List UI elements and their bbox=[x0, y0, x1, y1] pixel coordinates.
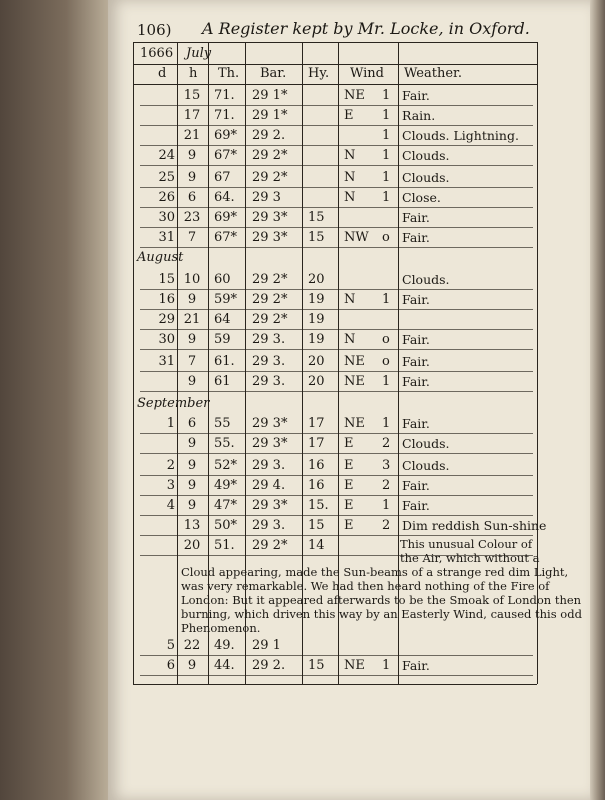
note-right-line-1: This unusual Colour of bbox=[400, 537, 533, 551]
row-5-wind-strength: 1 bbox=[382, 190, 391, 205]
row-17-barometer: 29 4. bbox=[252, 478, 286, 493]
row-16-hour: 9 bbox=[187, 458, 197, 473]
row-9-underline bbox=[140, 309, 533, 310]
page-title: A Register kept by Mr. Locke, in Oxford. bbox=[202, 19, 530, 38]
row-19-wind-strength: 2 bbox=[382, 518, 391, 533]
header-bottom-rule bbox=[133, 84, 537, 85]
year-label: 1666 bbox=[140, 46, 174, 61]
row-11-underline bbox=[140, 349, 533, 350]
row-18-wind-direction: E bbox=[344, 498, 354, 513]
row-21-thermometer: 49. bbox=[214, 638, 235, 653]
row-17-thermometer: 49* bbox=[214, 478, 238, 493]
row-12-hygroscope: 20 bbox=[308, 354, 325, 369]
col-header-h: h bbox=[189, 66, 198, 81]
row-20-hygroscope: 14 bbox=[308, 538, 325, 553]
row-20-thermometer: 51. bbox=[214, 538, 235, 553]
row-1-weather: Rain. bbox=[402, 108, 436, 123]
row-6-thermometer: 69* bbox=[214, 210, 238, 225]
row-14-barometer: 29 3* bbox=[252, 416, 288, 431]
row-7-underline bbox=[140, 247, 533, 248]
row-0-thermometer: 71. bbox=[214, 88, 235, 103]
row-18-hour: 9 bbox=[187, 498, 197, 513]
row-2-barometer: 29 2. bbox=[252, 128, 286, 143]
row-21-barometer: 29 1 bbox=[252, 638, 281, 653]
row-19-thermometer: 50* bbox=[214, 518, 238, 533]
row-8-hygroscope: 20 bbox=[308, 272, 325, 287]
row-13-wind-direction: NE bbox=[344, 374, 365, 389]
row-3-wind-strength: 1 bbox=[382, 148, 391, 163]
row-11-hygroscope: 19 bbox=[308, 332, 325, 347]
row-6-barometer: 29 3* bbox=[252, 210, 288, 225]
row-8-day: 15 bbox=[158, 272, 175, 287]
row-4-barometer: 29 2* bbox=[252, 170, 288, 185]
row-17-wind-strength: 2 bbox=[382, 478, 391, 493]
col-header-weather: Weather. bbox=[404, 66, 462, 81]
row-7-hygroscope: 15 bbox=[308, 230, 325, 245]
row-5-thermometer: 64. bbox=[214, 190, 235, 205]
note-line-1: Cloud appearing, made the Sun-beams of a strange red dim Light, bbox=[181, 565, 569, 579]
row-3-barometer: 29 2* bbox=[252, 148, 288, 163]
row-3-hour: 9 bbox=[187, 148, 197, 163]
row-9-thermometer: 59* bbox=[214, 292, 238, 307]
row-13-hygroscope: 20 bbox=[308, 374, 325, 389]
row-12-hour: 7 bbox=[187, 354, 197, 369]
note-line-4: burning, which driven this way by an Easterly Wind, caused this odd bbox=[181, 607, 582, 621]
row-0-wind-strength: 1 bbox=[382, 88, 391, 103]
month-july: July bbox=[186, 46, 212, 61]
row-16-weather: Clouds. bbox=[402, 458, 450, 473]
row-14-wind-strength: 1 bbox=[382, 416, 391, 431]
row-22-barometer: 29 2. bbox=[252, 658, 286, 673]
row-15-hygroscope: 17 bbox=[308, 436, 325, 451]
row-9-hour: 9 bbox=[187, 292, 197, 307]
row-13-barometer: 29 3. bbox=[252, 374, 286, 389]
row-13-weather: Fair. bbox=[402, 374, 430, 389]
row-7-barometer: 29 3* bbox=[252, 230, 288, 245]
row-22-day: 6 bbox=[166, 658, 175, 673]
row-5-hour: 6 bbox=[187, 190, 197, 205]
row-19-wind-direction: E bbox=[344, 518, 354, 533]
row-15-hour: 9 bbox=[187, 436, 197, 451]
row-7-wind-strength: o bbox=[382, 230, 390, 245]
row-5-weather: Close. bbox=[402, 190, 441, 205]
row-9-weather: Fair. bbox=[402, 292, 430, 307]
row-5-wind-direction: N bbox=[344, 190, 356, 205]
row-1-barometer: 29 1* bbox=[252, 108, 288, 123]
row-9-wind-strength: 1 bbox=[382, 292, 391, 307]
table-bottom-rule bbox=[133, 684, 537, 685]
row-22-hour: 9 bbox=[187, 658, 197, 673]
row-1-underline bbox=[140, 125, 533, 126]
row-19-weather: Dim reddish Sun-shine bbox=[402, 518, 547, 533]
row-16-barometer: 29 3. bbox=[252, 458, 286, 473]
row-10-barometer: 29 2* bbox=[252, 312, 288, 327]
row-4-day: 25 bbox=[158, 170, 175, 185]
row-11-day: 30 bbox=[158, 332, 175, 347]
row-1-hour: 17 bbox=[183, 108, 201, 123]
row-15-wind-direction: E bbox=[344, 436, 354, 451]
row-13-wind-strength: 1 bbox=[382, 374, 391, 389]
row-17-underline bbox=[140, 495, 533, 496]
table-top-rule bbox=[133, 42, 537, 43]
row-2-wind-strength: 1 bbox=[382, 128, 391, 143]
col-left-border bbox=[133, 42, 134, 684]
row-15-wind-strength: 2 bbox=[382, 436, 391, 451]
row-1-wind-direction: E bbox=[344, 108, 354, 123]
col-header-hy: Hy. bbox=[308, 66, 330, 81]
row-8-barometer: 29 2* bbox=[252, 272, 288, 287]
row-0-underline bbox=[140, 105, 533, 106]
row-4-wind-direction: N bbox=[344, 170, 356, 185]
row-16-hygroscope: 16 bbox=[308, 458, 325, 473]
row-12-underline bbox=[140, 371, 533, 372]
row-18-wind-strength: 1 bbox=[382, 498, 391, 513]
row-2-underline bbox=[140, 145, 533, 146]
row-11-barometer: 29 3. bbox=[252, 332, 286, 347]
row-7-hour: 7 bbox=[187, 230, 197, 245]
row-5-day: 26 bbox=[158, 190, 175, 205]
row-3-underline bbox=[140, 165, 533, 166]
row-9-barometer: 29 2* bbox=[252, 292, 288, 307]
row-11-thermometer: 59 bbox=[214, 332, 231, 347]
row-4-underline bbox=[140, 187, 533, 188]
row-21-day: 5 bbox=[166, 638, 175, 653]
month-september: September bbox=[137, 396, 210, 411]
row-17-hygroscope: 16 bbox=[308, 478, 325, 493]
row-12-barometer: 29 3. bbox=[252, 354, 286, 369]
row-17-weather: Fair. bbox=[402, 478, 430, 493]
page-number: 106) bbox=[137, 21, 172, 39]
row-5-barometer: 29 3 bbox=[252, 190, 281, 205]
note-line-5: Phenomenon. bbox=[181, 621, 261, 635]
note-line-2: was very remarkable. We had then heard nothing of the Fire of bbox=[181, 579, 550, 593]
row-15-weather: Clouds. bbox=[402, 436, 450, 451]
col-header-th: Th. bbox=[218, 66, 240, 81]
row-0-wind-direction: NE bbox=[344, 88, 365, 103]
row-10-thermometer: 64 bbox=[214, 312, 231, 327]
row-7-thermometer: 67* bbox=[214, 230, 238, 245]
row-0-barometer: 29 1* bbox=[252, 88, 288, 103]
month-august: August bbox=[137, 250, 184, 265]
row-19-hygroscope: 15 bbox=[308, 518, 325, 533]
row-7-day: 31 bbox=[158, 230, 175, 245]
row-11-weather: Fair. bbox=[402, 332, 430, 347]
row-16-thermometer: 52* bbox=[214, 458, 238, 473]
row-3-thermometer: 67* bbox=[214, 148, 238, 163]
row-6-day: 30 bbox=[158, 210, 175, 225]
row-6-weather: Fair. bbox=[402, 210, 430, 225]
row-19-barometer: 29 3. bbox=[252, 518, 286, 533]
row-0-weather: Fair. bbox=[402, 88, 430, 103]
row-10-hygroscope: 19 bbox=[308, 312, 325, 327]
row-6-hour: 23 bbox=[183, 210, 201, 225]
row-1-wind-strength: 1 bbox=[382, 108, 391, 123]
row-17-hour: 9 bbox=[187, 478, 197, 493]
col-header-wind: Wind bbox=[350, 66, 384, 81]
row-21-hour: 22 bbox=[183, 638, 201, 653]
year-row-rule bbox=[133, 64, 537, 65]
note-right-line-2: the Air, which without a bbox=[400, 551, 540, 565]
row-22-underline bbox=[140, 675, 533, 676]
row-6-hygroscope: 15 bbox=[308, 210, 325, 225]
row-19-underline bbox=[140, 535, 533, 536]
row-14-wind-direction: NE bbox=[344, 416, 365, 431]
row-1-thermometer: 71. bbox=[214, 108, 235, 123]
col-header-d: d bbox=[158, 66, 167, 81]
row-14-weather: Fair. bbox=[402, 416, 430, 431]
row-9-day: 16 bbox=[158, 292, 175, 307]
row-15-thermometer: 55. bbox=[214, 436, 235, 451]
row-13-thermometer: 61 bbox=[214, 374, 231, 389]
row-22-wind-direction: NE bbox=[344, 658, 365, 673]
row-15-barometer: 29 3* bbox=[252, 436, 288, 451]
row-12-weather: Fair. bbox=[402, 354, 430, 369]
row-8-thermometer: 60 bbox=[214, 272, 231, 287]
row-10-underline bbox=[140, 329, 533, 330]
row-14-hour: 6 bbox=[187, 416, 197, 431]
row-15-underline bbox=[140, 453, 533, 454]
row-5-underline bbox=[140, 207, 533, 208]
row-14-hygroscope: 17 bbox=[308, 416, 325, 431]
row-8-hour: 10 bbox=[183, 272, 201, 287]
row-22-hygroscope: 15 bbox=[308, 658, 325, 673]
row-11-wind-strength: o bbox=[382, 332, 390, 347]
row-14-underline bbox=[140, 433, 533, 434]
row-3-weather: Clouds. bbox=[402, 148, 450, 163]
row-0-hour: 15 bbox=[183, 88, 201, 103]
row-12-day: 31 bbox=[158, 354, 175, 369]
row-4-wind-strength: 1 bbox=[382, 170, 391, 185]
row-4-thermometer: 67 bbox=[214, 170, 231, 185]
row-2-weather: Clouds. Lightning. bbox=[402, 128, 519, 143]
row-8-weather: Clouds. bbox=[402, 272, 450, 287]
row-18-underline bbox=[140, 515, 533, 516]
row-16-underline bbox=[140, 475, 533, 476]
row-2-hour: 21 bbox=[183, 128, 201, 143]
row-12-thermometer: 61. bbox=[214, 354, 235, 369]
row-12-wind-strength: o bbox=[382, 354, 390, 369]
row-17-day: 3 bbox=[166, 478, 175, 493]
row-16-wind-strength: 3 bbox=[382, 458, 391, 473]
row-9-hygroscope: 19 bbox=[308, 292, 325, 307]
row-13-hour: 9 bbox=[187, 374, 197, 389]
row-11-hour: 9 bbox=[187, 332, 197, 347]
row-22-thermometer: 44. bbox=[214, 658, 235, 673]
row-19-hour: 13 bbox=[183, 518, 201, 533]
row-9-wind-direction: N bbox=[344, 292, 356, 307]
row-18-barometer: 29 3* bbox=[252, 498, 288, 513]
row-8-underline bbox=[140, 289, 533, 290]
row-17-wind-direction: E bbox=[344, 478, 354, 493]
row-22-weather: Fair. bbox=[402, 658, 430, 673]
row-3-wind-direction: N bbox=[344, 148, 356, 163]
row-18-hygroscope: 15. bbox=[308, 498, 329, 513]
col-header-bar: Bar. bbox=[260, 66, 287, 81]
row-16-wind-direction: E bbox=[344, 458, 354, 473]
row-20-barometer: 29 2* bbox=[252, 538, 288, 553]
row-22-wind-strength: 1 bbox=[382, 658, 391, 673]
row-2-thermometer: 69* bbox=[214, 128, 238, 143]
row-14-thermometer: 55 bbox=[214, 416, 231, 431]
row-10-day: 29 bbox=[158, 312, 175, 327]
row-16-day: 2 bbox=[166, 458, 175, 473]
row-3-day: 24 bbox=[158, 148, 175, 163]
row-20-hour: 20 bbox=[183, 538, 201, 553]
row-18-day: 4 bbox=[166, 498, 175, 513]
row-6-underline bbox=[140, 227, 533, 228]
row-13-underline bbox=[140, 391, 533, 392]
row-4-hour: 9 bbox=[187, 170, 197, 185]
row-18-thermometer: 47* bbox=[214, 498, 238, 513]
row-18-weather: Fair. bbox=[402, 498, 430, 513]
row-21-underline bbox=[140, 655, 533, 656]
row-7-weather: Fair. bbox=[402, 230, 430, 245]
note-line-3: London: But it appeared afterwards to be the Smoak of London then bbox=[181, 593, 582, 607]
row-12-wind-direction: NE bbox=[344, 354, 365, 369]
book-binding-shadow bbox=[0, 0, 120, 800]
row-14-day: 1 bbox=[166, 416, 175, 431]
row-10-hour: 21 bbox=[183, 312, 201, 327]
row-7-wind-direction: NW bbox=[344, 230, 369, 245]
row-4-weather: Clouds. bbox=[402, 170, 450, 185]
row-11-wind-direction: N bbox=[344, 332, 356, 347]
